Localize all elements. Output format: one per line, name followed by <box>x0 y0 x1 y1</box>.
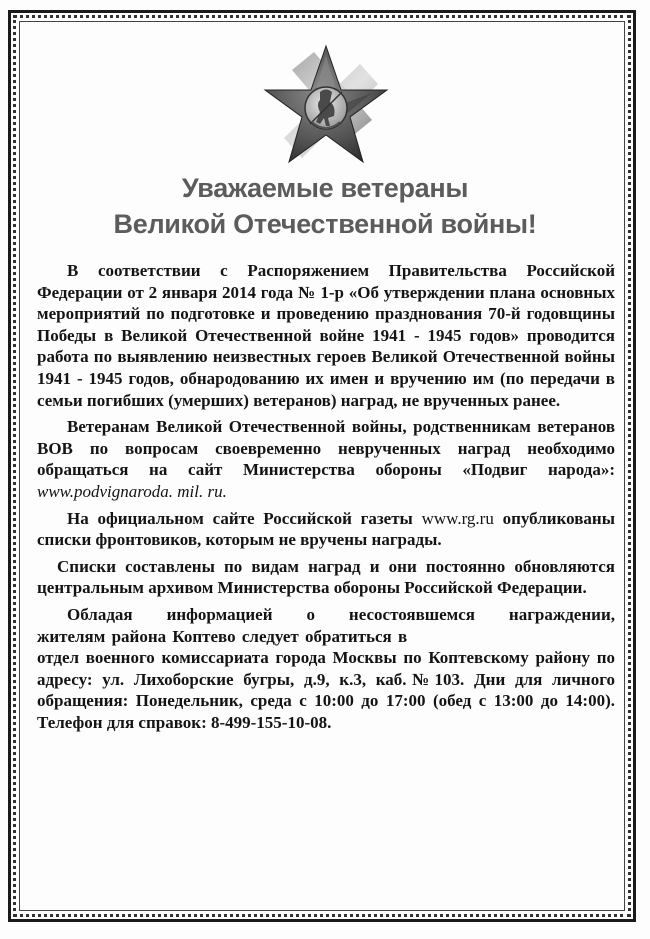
page-title <box>40 170 610 242</box>
paragraph-rg-start: На официальном сайте Российской газеты <box>67 508 422 528</box>
paragraph-archive: Списки составлены по видам наград и они постоянно обновляются центральным архивом Министерства обороны Российской Федерации. <box>37 556 615 598</box>
contact-line-2: жителям района Коптево следует обратиться в <box>37 626 408 646</box>
title-line-1: Уважаемые ветераны <box>181 173 469 203</box>
podvig-naroda-link: www.podvignaroda. mil. ru. <box>37 481 227 501</box>
paragraph-veterans-text: Ветеранам Великой Отечественной войны, родственникам ветеранов ВОВ по вопросам своевременно неврученных наград необходимо обращаться на сайт Министерства обороны «Подвиг народа»: <box>37 417 615 480</box>
title-line-2: Великой Отечественной войны! <box>113 209 537 239</box>
contact-address: отдел военного комиссариата города Москвы по Коптевскому району по адресу: ул. Лихоборские бугры, д.9, к.3, каб.№103. Дни для личного обращения: Понедельник, среда с 10:00 до 17:00 (обед с 13:00 до 14:00). Телефон для справок: 8-499-155-10-08. <box>37 648 615 732</box>
paragraph-veterans <box>37 416 615 502</box>
rg-link: www.rg.ru <box>421 508 494 528</box>
paragraph-rg-end: опубликованы списки фронтовиков, которым не вручены награды. <box>37 508 615 550</box>
order-red-star-icon <box>262 40 390 170</box>
paragraph-contact <box>37 604 615 734</box>
paragraph-rg <box>37 508 615 551</box>
notice-body <box>37 260 615 733</box>
paragraph-regulation: В соответствии с Распоряжением Правительства Российской Федерации от 2 января 2014 года № 1-р «Об утверждении плана основных мероприятий по подготовке и проведению празднования 70-й годовщины Победы в Великой Отечественной войне 1941 - 1945 годов» проводится работа по выявлению неизвестных героев Великой Отечественной войны 1941 - 1945 годов, обнародованию их имен и вручению им (по передачи в семьи погибших (умерших) ветеранов) наград, не врученных ранее. <box>37 261 615 410</box>
contact-line-1: Обладая информацией о несостоявшемся награждении, <box>67 604 615 624</box>
